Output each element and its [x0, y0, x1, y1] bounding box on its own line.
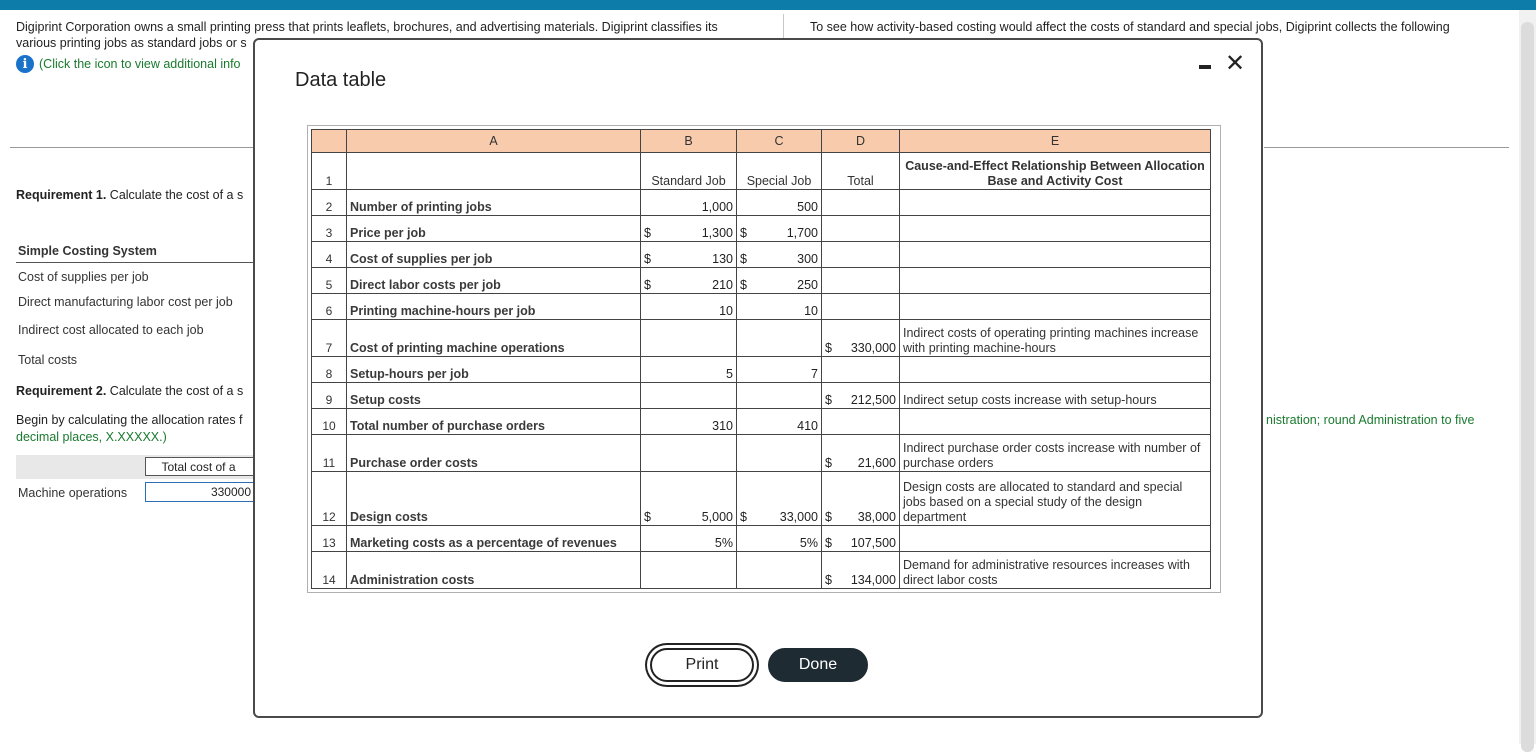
standard-job-value: 130: [661, 242, 737, 268]
modal-title: Data table: [295, 69, 387, 91]
corner-cell: [312, 130, 347, 153]
direct-labor-label: Direct manufacturing labor cost per job: [18, 295, 233, 309]
total-value: 38,000: [842, 472, 900, 526]
total-currency: [822, 294, 842, 320]
cause-effect-header: Cause-and-Effect Relationship Between Allocation Base and Activity Cost: [900, 153, 1211, 190]
standard-job-currency: $: [641, 216, 661, 242]
standard-job-currency: [641, 320, 661, 357]
additional-info-text[interactable]: (Click the icon to view additional info: [39, 57, 241, 71]
standard-job-currency: [641, 294, 661, 320]
total-value: 212,500: [842, 383, 900, 409]
special-job-value: [757, 552, 822, 589]
standard-job-value: [661, 552, 737, 589]
standard-job-currency: [641, 526, 661, 552]
row-label: Setup costs: [347, 383, 641, 409]
table-row: [312, 153, 1211, 190]
row-number: 12: [312, 472, 347, 526]
row-label: Administration costs: [347, 552, 641, 589]
total-value: [842, 190, 900, 216]
total-currency: [822, 357, 842, 383]
column-divider: [783, 14, 784, 38]
table-row: [312, 216, 1211, 242]
standard-job-value: 210: [661, 268, 737, 294]
special-job-value: 7: [757, 357, 822, 383]
intro-text-left: Digiprint Corporation owns a small printing press that prints leaflets, brochures, and advertising materials. Digiprint classifies its various printing jobs as standard jobs or s: [16, 20, 718, 50]
total-value: 21,600: [842, 435, 900, 472]
total-value: [842, 357, 900, 383]
total-currency: $: [822, 383, 842, 409]
page-scrollbar[interactable]: [1519, 10, 1536, 744]
special-job-currency: $: [737, 268, 757, 294]
special-job-currency: [737, 357, 757, 383]
standard-job-value: [661, 320, 737, 357]
additional-info-link[interactable]: [16, 55, 241, 73]
standard-job-value: [661, 435, 737, 472]
special-job-currency: [737, 526, 757, 552]
special-job-currency: [737, 409, 757, 435]
total-value: 330,000: [842, 320, 900, 357]
special-job-header: Special Job: [737, 153, 822, 190]
cause-effect-text: [900, 294, 1211, 320]
total-currency: [822, 409, 842, 435]
total-value: [842, 294, 900, 320]
row-number: 9: [312, 383, 347, 409]
total-value: [842, 268, 900, 294]
cause-effect-text: [900, 357, 1211, 383]
total-value: [842, 242, 900, 268]
special-job-currency: [737, 383, 757, 409]
row-label: Purchase order costs: [347, 435, 641, 472]
row-label: Marketing costs as a percentage of revenues: [347, 526, 641, 552]
table-row: [312, 552, 1211, 589]
standard-job-value: 10: [661, 294, 737, 320]
special-job-currency: [737, 552, 757, 589]
table-row: [312, 435, 1211, 472]
special-job-value: 5%: [757, 526, 822, 552]
cause-effect-text: [900, 216, 1211, 242]
cause-effect-text: Indirect purchase order costs increase with number of purchase orders: [900, 435, 1211, 472]
cause-effect-text: [900, 526, 1211, 552]
row-number: 11: [312, 435, 347, 472]
column-header-b: B: [641, 130, 737, 153]
standard-job-value: 310: [661, 409, 737, 435]
special-job-currency: $: [737, 472, 757, 526]
row-number: 14: [312, 552, 347, 589]
table-row: [312, 383, 1211, 409]
standard-job-value: 5: [661, 357, 737, 383]
machine-operations-input[interactable]: 330000: [145, 482, 255, 502]
row-number: 2: [312, 190, 347, 216]
table-row: [312, 268, 1211, 294]
close-icon[interactable]: ✕: [1225, 50, 1246, 77]
row-label: Price per job: [347, 216, 641, 242]
column-header-d: D: [822, 130, 900, 153]
section-divider-left: [10, 147, 254, 148]
column-header-c: C: [737, 130, 822, 153]
simple-costing-title: Simple Costing System: [18, 244, 157, 258]
row-label: Design costs: [347, 472, 641, 526]
special-job-value: 410: [757, 409, 822, 435]
column-header-e: E: [900, 130, 1211, 153]
special-job-currency: [737, 294, 757, 320]
rounding-instructions-right: nistration; round Administration to five: [1266, 413, 1475, 427]
special-job-value: 1,700: [757, 216, 822, 242]
standard-job-currency: $: [641, 242, 661, 268]
total-costs-label: Total costs: [18, 353, 78, 367]
row-label: Direct labor costs per job: [347, 268, 641, 294]
cause-effect-text: Design costs are allocated to standard and special jobs based on a special study of the design department: [900, 472, 1211, 526]
special-job-currency: $: [737, 242, 757, 268]
rounding-instructions: decimal places, X.XXXXX.): [16, 430, 167, 444]
table-row: [312, 409, 1211, 435]
special-job-value: 500: [757, 190, 822, 216]
special-job-value: [757, 320, 822, 357]
cost-supplies-label: Cost of supplies per job: [18, 270, 149, 284]
top-accent-bar: [0, 0, 1536, 10]
simple-costing-underline: [16, 262, 254, 263]
standard-job-value: 5%: [661, 526, 737, 552]
total-currency: $: [822, 320, 842, 357]
table-row: [312, 357, 1211, 383]
total-currency: $: [822, 526, 842, 552]
standard-job-currency: [641, 552, 661, 589]
special-job-currency: [737, 190, 757, 216]
done-button[interactable]: Done: [768, 648, 868, 682]
cause-effect-text: [900, 268, 1211, 294]
cause-effect-text: Demand for administrative resources increases with direct labor costs: [900, 552, 1211, 589]
requirement-2: Requirement 2. Calculate the cost of a s: [16, 384, 244, 398]
section-divider-right: [1264, 147, 1509, 148]
total-value: 107,500: [842, 526, 900, 552]
machine-operations-label: Machine operations: [18, 486, 128, 500]
total-currency: [822, 216, 842, 242]
data-rows: [312, 190, 1211, 589]
table-row: [312, 190, 1211, 216]
total-header: Total: [822, 153, 900, 190]
total-currency: $: [822, 552, 842, 589]
scrollbar-thumb[interactable]: [1521, 22, 1534, 752]
intro-text-right: To see how activity-based costing would affect the costs of standard and special jobs, Digiprint collects the following: [810, 20, 1450, 34]
row-label: Number of printing jobs: [347, 190, 641, 216]
column-header-a: A: [347, 130, 641, 153]
info-icon[interactable]: i: [16, 55, 34, 73]
special-job-currency: $: [737, 216, 757, 242]
standard-job-currency: $: [641, 472, 661, 526]
cause-effect-text: [900, 190, 1211, 216]
data-table-modal: [253, 38, 1263, 718]
row-number: 10: [312, 409, 347, 435]
standard-job-currency: [641, 409, 661, 435]
cause-effect-text: Indirect costs of operating printing machines increase with printing machine-hours: [900, 320, 1211, 357]
minimize-icon[interactable]: [1199, 55, 1213, 75]
standard-job-currency: $: [641, 268, 661, 294]
table-row: [312, 294, 1211, 320]
total-currency: [822, 268, 842, 294]
print-button[interactable]: Print: [650, 648, 754, 682]
standard-job-value: 5,000: [661, 472, 737, 526]
row-number: 4: [312, 242, 347, 268]
row-number: 7: [312, 320, 347, 357]
special-job-value: 250: [757, 268, 822, 294]
standard-job-currency: [641, 357, 661, 383]
cause-effect-text: Indirect setup costs increase with setup-hours: [900, 383, 1211, 409]
table-row: [312, 472, 1211, 526]
standard-job-currency: [641, 435, 661, 472]
requirement-1: Requirement 1. Calculate the cost of a s: [16, 188, 244, 202]
row-number: 8: [312, 357, 347, 383]
special-job-value: 33,000: [757, 472, 822, 526]
total-currency: $: [822, 472, 842, 526]
row-number: 1: [312, 153, 347, 190]
standard-job-currency: [641, 383, 661, 409]
special-job-currency: [737, 320, 757, 357]
special-job-value: [757, 435, 822, 472]
table-row: [312, 242, 1211, 268]
indirect-cost-label: Indirect cost allocated to each job: [18, 323, 204, 337]
total-value: 134,000: [842, 552, 900, 589]
row-label: Setup-hours per job: [347, 357, 641, 383]
special-job-currency: [737, 435, 757, 472]
row-label: Total number of purchase orders: [347, 409, 641, 435]
table-row: [312, 526, 1211, 552]
total-value: [842, 216, 900, 242]
row-label: [347, 153, 641, 190]
special-job-value: [757, 383, 822, 409]
row-label: Printing machine-hours per job: [347, 294, 641, 320]
total-value: [842, 409, 900, 435]
cause-effect-text: [900, 242, 1211, 268]
data-table: [311, 129, 1211, 589]
row-label: Cost of printing machine operations: [347, 320, 641, 357]
standard-job-value: 1,300: [661, 216, 737, 242]
table-row: [312, 320, 1211, 357]
special-job-value: 300: [757, 242, 822, 268]
special-job-value: 10: [757, 294, 822, 320]
standard-job-currency: [641, 190, 661, 216]
row-number: 6: [312, 294, 347, 320]
total-currency: $: [822, 435, 842, 472]
total-cost-header: Total cost of a: [145, 457, 255, 476]
total-currency: [822, 190, 842, 216]
row-number: 5: [312, 268, 347, 294]
data-table-wrapper: [307, 125, 1221, 593]
cause-effect-text: [900, 409, 1211, 435]
standard-job-value: 1,000: [661, 190, 737, 216]
row-number: 3: [312, 216, 347, 242]
standard-job-header: Standard Job: [641, 153, 737, 190]
column-header-row: [312, 130, 1211, 153]
row-label: Cost of supplies per job: [347, 242, 641, 268]
total-currency: [822, 242, 842, 268]
standard-job-value: [661, 383, 737, 409]
row-number: 13: [312, 526, 347, 552]
begin-instructions: Begin by calculating the allocation rates f: [16, 413, 243, 427]
